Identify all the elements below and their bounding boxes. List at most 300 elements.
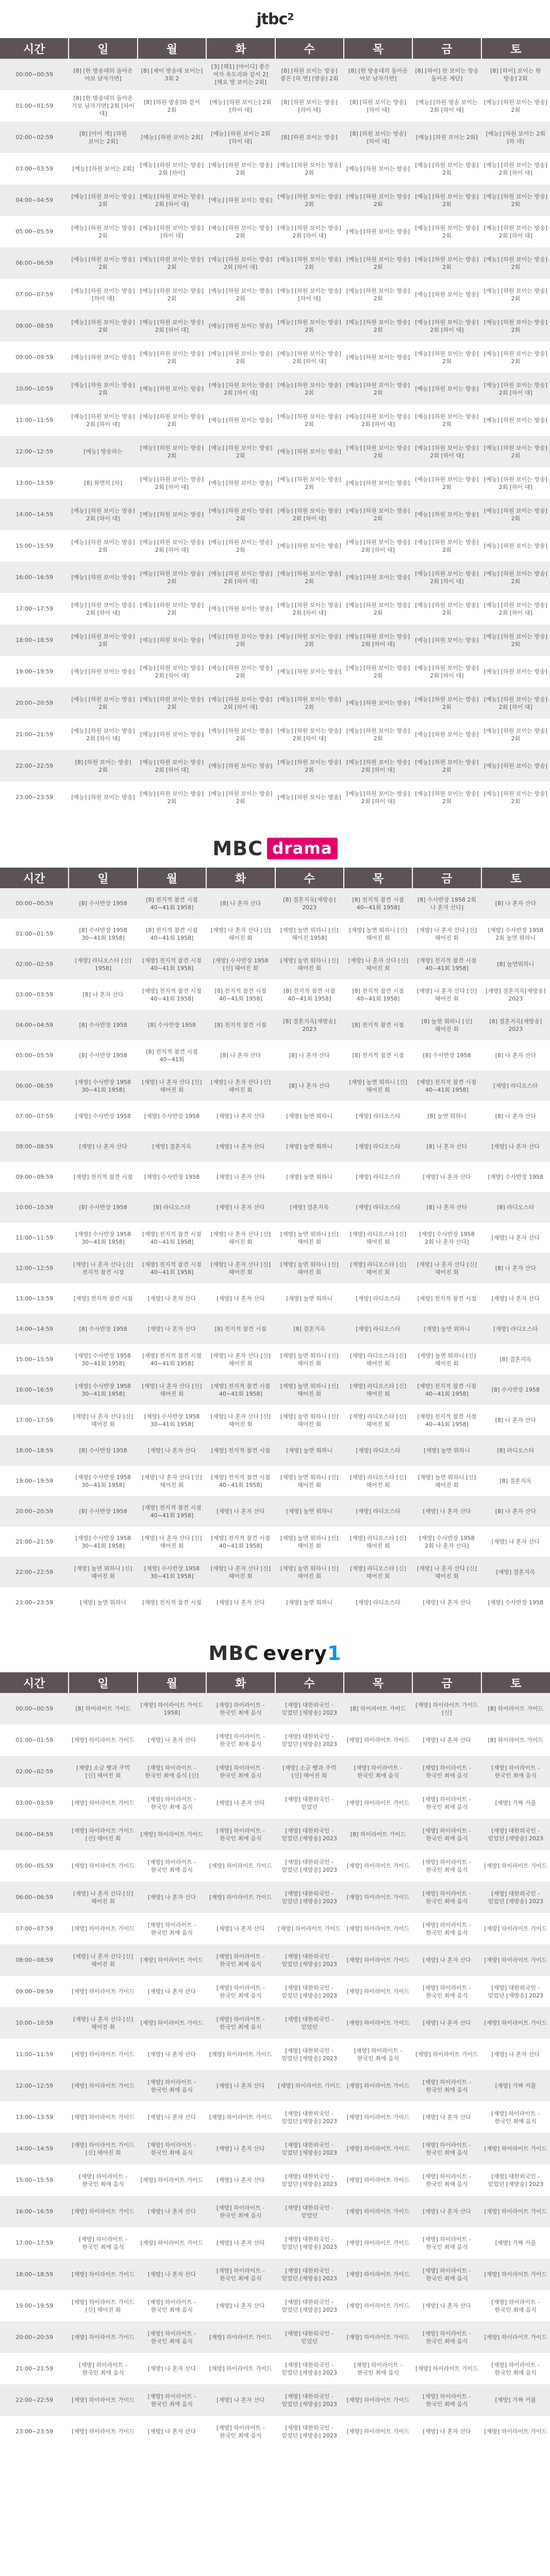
program-cell: [재방] 대한외국인 - 믿었던 [재방송] 2023: [275, 2039, 344, 2070]
program-cell: [재방] 수사반장 1958 30~41회 1958]: [69, 1375, 137, 1405]
program-cell: [재방] 하이라이트 - 한국인 최애 음식: [412, 1756, 481, 1787]
program-cell: [재방] 라디오스타: [344, 1314, 412, 1344]
program-cell: [예능] 방송하는: [69, 436, 137, 467]
program-cell: [재방] 소금 빵과 주먹 [신] 헤어진 회: [275, 1756, 344, 1787]
program-cell: [재방] 놀면 뭐하니 [신] 헤어진 회: [275, 1557, 344, 1587]
time-slot-cell: 01:00~01:59: [0, 919, 69, 949]
program-cell: [재방] 나 혼자 산다: [138, 2039, 206, 2070]
program-cell: [재방] 하이라이트 - 한국인 최애 음식: [206, 2259, 275, 2290]
program-cell: [재방] 하이라이트 가이드: [69, 2321, 137, 2353]
time-slot-cell: 03:00~03:59: [0, 979, 69, 1010]
program-cell: [예능] [하원 보이는 2회]: [69, 153, 137, 184]
program-cell: [재방] 라디오스타 [신] 헤어진 회: [344, 1527, 412, 1557]
program-cell: [재방] 하이라이트 - 한국인 최애 음식: [412, 2164, 481, 2196]
program-cell: [예능] [하원 보이는 방송]: [206, 184, 275, 216]
program-cell: [재방] 나 혼자 산다: [138, 2102, 206, 2133]
schedule-row: [0, 2102, 550, 2133]
program-cell: [8] 나 혼자 산다: [412, 1131, 481, 1162]
program-cell: [예능] [하원 보이는 방송] 2회 [하이 대]: [344, 404, 412, 436]
schedule-row: [0, 2164, 550, 2196]
program-cell: [예능] [하원 보이는 방송] 2회: [275, 467, 344, 499]
program-cell: [예능] [하원 보이는 방송]: [206, 404, 275, 436]
program-cell: [재방] 나 혼자 산다: [412, 1724, 481, 1756]
program-cell: [재방] 하이라이트 가이드: [481, 2133, 550, 2164]
program-cell: [예능] [하원 보이는 방송]: [206, 467, 275, 499]
col-header-time: 시간: [0, 1672, 69, 1693]
program-cell: [재방] 전지적 참견 시점: [69, 1162, 137, 1192]
schedule-row: [0, 1976, 550, 2007]
schedule-row: [0, 1040, 550, 1071]
schedule-row: [0, 1283, 550, 1314]
col-header-thu: 목: [344, 868, 412, 888]
program-cell: [예능] [하원 보이는 방송] 2회 [하이 대]: [275, 593, 344, 624]
program-cell: [예능] [하원 보이는 방송]: [344, 216, 412, 247]
program-cell: [예능] [하원 보이는 방송]: [481, 404, 550, 436]
time-slot-cell: 14:00~14:59: [0, 499, 69, 530]
schedule-row: [0, 687, 550, 719]
program-cell: [재방] 대한외국인 - 믿었던 [재방송] 2023: [275, 2102, 344, 2133]
program-cell: [재방] 하이라이트 가이드: [206, 2102, 275, 2133]
program-cell: [재방] 하이라이트 가이드: [344, 2384, 412, 2416]
program-cell: [재방] 수사반장 1958 2회 나 혼자 산다]: [412, 1527, 481, 1557]
program-cell: [재방] 하이라이트 - 한국인 최애 음식: [344, 2039, 412, 2070]
time-slot-cell: 13:00~13:59: [0, 1283, 69, 1314]
program-cell: [재방] 대한외국인 - 믿었던 [재방송] 2023: [481, 1882, 550, 1913]
program-cell: [재방] 대한외국인 - 믿었던: [275, 1787, 344, 1819]
program-cell: [예능] [하원 보이는 방송] 2회 [하이 대]: [138, 310, 206, 342]
schedule-row: [0, 1131, 550, 1162]
program-cell: [8] 전지적 참견 시점: [206, 1314, 275, 1344]
program-cell: [재방] 하이라이트 - 한국인 최애 음식: [344, 2353, 412, 2384]
program-cell: [예능] [하원 보이는 방송] 2회: [344, 656, 412, 687]
program-cell: [8] 놀면뭐하니: [481, 949, 550, 979]
program-cell: [3] [해1] [마이디] 좋은 여자 속도리와 같서 2] [해요 방 보이는 2회]: [206, 59, 275, 90]
program-cell: [8] 전지적 참견 시점 40~41회 1958]: [344, 979, 412, 1010]
program-cell: [8] 나 혼자 산다: [275, 1040, 344, 1071]
program-cell: [재방] 라디오스타 [신] 헤어진 회: [344, 1405, 412, 1435]
program-cell: [8] 전지적 참견 시점 40~41회 1958]: [275, 979, 344, 1010]
program-cell: [예능] [하원 보이는 방송]: [275, 656, 344, 687]
program-cell: [예능] [하원 보이는 방송] 2회: [206, 436, 275, 467]
program-cell: [예능] [하원 보이는 2회]: [138, 122, 206, 153]
time-slot-cell: 18:00~18:59: [0, 1435, 69, 1466]
program-cell: [예능] [하원 보이는 방송] 2회: [412, 184, 481, 216]
channel-logo-jtbc2: [0, 0, 550, 38]
schedule-row: [0, 530, 550, 562]
program-cell: [예능] [하원 보이는 방송]: [344, 342, 412, 373]
program-cell: [예능] [하원 보이는 방송] 2회: [206, 216, 275, 247]
program-cell: [재방] 나 혼자 산다: [412, 1162, 481, 1192]
program-cell: [예능] [하원 보이는 방송]: [412, 624, 481, 656]
program-cell: [재방] 나 혼자 산다 [신] 헤어진 회: [69, 2007, 137, 2039]
program-cell: [8] 전지적 참견 시점 40~41회 1958]: [138, 888, 206, 919]
program-cell: [재방] 하이라이트 가이드: [206, 2353, 275, 2384]
program-cell: [예능] [하원 보이는 방송] 2회: [412, 247, 481, 279]
time-slot-cell: 19:00~19:59: [0, 656, 69, 687]
program-cell: [재방] 전지적 참견 시점 40~41회 1958]: [138, 949, 206, 979]
program-cell: [재방] 하이라이트 가이드 [신] 헤어진 회: [69, 2133, 137, 2164]
program-cell: [재방] 전지적 참견 시점 40~41회 1958]: [206, 1527, 275, 1557]
program-cell: [예능] [하원 보이는 방송]: [206, 310, 275, 342]
program-cell: [재방] 하이라이트 가이드: [344, 2227, 412, 2259]
program-cell: [재방] 대한외국인 - 믿었던 [재방송] 2023: [275, 1850, 344, 1882]
program-cell: [재방] 놀면 뭐하니: [275, 1162, 344, 1192]
program-cell: [예능] [하원 보이는 방송]: [138, 499, 206, 530]
program-cell: [재방] 하이라이트 가이드: [69, 2070, 137, 2102]
col-header-sat: 토: [481, 38, 550, 59]
header-row: [0, 38, 550, 59]
program-cell: [재방] 나 혼자 산다: [412, 2196, 481, 2227]
program-cell: [재방] 나 혼자 산다: [138, 1976, 206, 2007]
program-cell: [예능] [하원 보이는 방송] 2회 [하이 대]: [69, 719, 137, 750]
program-cell: [재방] 대한외국인 - 믿었던 [재방송] 2023: [275, 2290, 344, 2321]
program-cell: [재방] 놀면 뭐하니: [275, 1435, 344, 1466]
program-cell: [재방] 하이라이트 가이드: [481, 2321, 550, 2353]
program-cell: [재방] 하이라이트 가이드: [344, 2164, 412, 2196]
program-cell: [재방] 놀면 뭐하니 [신] 헤어진 회: [275, 949, 344, 979]
program-cell: [예능] [하원 보이는 방송] 2회: [206, 499, 275, 530]
schedule-row: [0, 1787, 550, 1819]
program-cell: [재방] 대한외국인 - 믿었던: [275, 2321, 344, 2353]
channel-section-jtbc2: [0, 0, 550, 813]
program-cell: [예능] [하원 보이는 방송] 2회: [481, 342, 550, 373]
time-slot-cell: 05:00~05:59: [0, 216, 69, 247]
program-cell: [예능] [하원 보이는 방송]: [69, 656, 137, 687]
program-cell: [8] [하원 보이는 방송]: [275, 122, 344, 153]
program-cell: [재방] 하이라이트 가이드: [481, 2416, 550, 2447]
time-slot-cell: 11:00~11:59: [0, 1223, 69, 1253]
col-header-sat: 토: [481, 1672, 550, 1693]
program-cell: [재방] 대한외국인 - 믿었던 [재방송] 2023: [275, 1976, 344, 2007]
program-cell: [재방] 대한외국인 - 믿었던 [재방송] 2023: [275, 1724, 344, 1756]
program-cell: [8] 수사반장 1958: [69, 1496, 137, 1527]
time-slot-cell: 12:00~12:59: [0, 1253, 69, 1283]
program-cell: [재방] 나 혼자 산다: [481, 1131, 550, 1162]
time-slot-cell: 22:00~22:59: [0, 2384, 69, 2416]
time-slot-cell: 01:00~01:59: [0, 1724, 69, 1756]
program-cell: [재방] 수사반장 1958 30~41회 1958]: [69, 1344, 137, 1375]
program-cell: [예능] [하원 보이는 방송] 2회: [481, 719, 550, 750]
program-cell: [재방] 나 혼자 산다: [412, 1587, 481, 1618]
program-cell: [재방] 하이라이트 가이드: [69, 2102, 137, 2133]
program-cell: [예능] [하원 보이는 방송]: [206, 750, 275, 782]
program-cell: [재방] 하이라이트 가이드: [344, 1850, 412, 1882]
time-slot-cell: 08:00~08:59: [0, 1944, 69, 1976]
program-cell: [8] 나 혼자 산다: [69, 979, 137, 1010]
program-cell: [8] 전지적 참견 시점 40~41회: [138, 1040, 206, 1071]
time-slot-cell: 00:00~00:59: [0, 888, 69, 919]
program-cell: [재방] 나 혼자 산다: [138, 1314, 206, 1344]
schedule-row: [0, 2321, 550, 2353]
schedule-row: [0, 2133, 550, 2164]
time-slot-cell: 17:00~17:59: [0, 593, 69, 624]
program-cell: [8] 결혼지옥[재방송] 2023: [275, 1010, 344, 1040]
program-cell: [재방] 대한외국인 - 믿었던 [재방송] 2023: [275, 1693, 344, 1724]
time-slot-cell: 06:00~06:59: [0, 247, 69, 279]
program-cell: [재방] 대한외국인 - 믿었던: [275, 2007, 344, 2039]
program-cell: [예능] [하원 보이는 방송] 2회 [하이 대]: [481, 216, 550, 247]
program-cell: [재방] 하이라이트 - 한국인 최애 음식: [138, 1787, 206, 1819]
schedule-row: [0, 1724, 550, 1756]
program-cell: [8] 수사반장 1958: [69, 1040, 137, 1071]
program-cell: [8] 수사반장 1958: [69, 888, 137, 919]
schedule-row: [0, 1819, 550, 1850]
program-cell: [재방] 대한외국인 - 믿었던 [재방송] 2023: [275, 2384, 344, 2416]
program-cell: [재방] 나 혼자 산다 [신] 헤어진 회: [206, 1557, 275, 1587]
program-cell: [예능] [하원 보이는 방송] 2회: [481, 782, 550, 813]
schedule-row: [0, 1496, 550, 1527]
time-slot-cell: 04:00~04:59: [0, 1819, 69, 1850]
program-cell: [8] 나 혼자 산다: [481, 1101, 550, 1131]
program-cell: [재방] 라디오스타: [344, 1101, 412, 1131]
program-cell: [재방] 나 혼자 산다 [신] 헤어진 회: [138, 1071, 206, 1101]
program-cell: [예능] [하원 보이는 방송] 2회: [138, 593, 206, 624]
schedule-row: [0, 499, 550, 530]
program-cell: [8] 화면의 [하]: [69, 467, 137, 499]
program-cell: [재방] 하이라이트 가이드: [481, 1944, 550, 1976]
program-cell: [재방] 하이라이트 - 한국인 최애 음식: [69, 2227, 137, 2259]
program-cell: [예능] [하원 보이는 방송] 2회: [138, 562, 206, 593]
program-cell: [재방] 놀면 뭐하니: [275, 1101, 344, 1131]
program-cell: [재방] 나 혼자 산다: [206, 1192, 275, 1223]
program-cell: [예능] [하원 보이는 방송] 2회: [412, 404, 481, 436]
schedule-row: [0, 2227, 550, 2259]
program-cell: [예능] [하원 보이는 방송] 2회: [69, 624, 137, 656]
program-cell: [재방] 라디오스타: [344, 1283, 412, 1314]
program-cell: [재방] 놀면 뭐하니 [신] 헤어진 회: [412, 1466, 481, 1496]
col-header-fri: 금: [412, 868, 481, 888]
schedule-row: [0, 888, 550, 919]
program-cell: [재방] 대한외국인 - 믿었던 [재방송] 2023: [275, 2259, 344, 2290]
program-cell: [재방] 나 혼자 산다: [138, 2353, 206, 2384]
col-header-tue: 화: [206, 868, 275, 888]
schedule-row: [0, 467, 550, 499]
program-cell: [예능] [하원 보이는 방송] 2회 [하이]: [138, 153, 206, 184]
program-cell: [재방] 전지적 참견 시점 40~41회 1958]: [206, 1466, 275, 1496]
time-slot-cell: 13:00~13:59: [0, 467, 69, 499]
program-cell: [예능] [하원 보이는 방송]: [344, 153, 412, 184]
program-cell: [재방] 하이라이트 - 한국인 최애 음식: [412, 1787, 481, 1819]
schedule-row: [0, 1693, 550, 1724]
schedule-row: [0, 2259, 550, 2290]
time-slot-cell: 08:00~08:59: [0, 1131, 69, 1162]
program-cell: [재방] 놀면 뭐하니 [신] 헤어진 회: [275, 1466, 344, 1496]
schedule-row: [0, 949, 550, 979]
program-cell: [예능] [하원 보이는 방송] 2회: [275, 310, 344, 342]
program-cell: [예능] [하원 보이는 방송] 2회 [하이 대]: [344, 530, 412, 562]
program-cell: [재방] 전지적 참견 시점: [138, 1587, 206, 1618]
program-cell: [재방] 하이라이트 가이드: [138, 2007, 206, 2039]
program-cell: [재방] 수사반장 1958: [138, 1101, 206, 1131]
program-cell: [예능] [하원 보이는 방송]: [344, 467, 412, 499]
program-cell: [재방] 나 혼자 산다: [412, 2290, 481, 2321]
program-cell: [재방] 하이라이트 - 한국인 최애 음식: [69, 2164, 137, 2196]
time-slot-cell: 16:00~16:59: [0, 562, 69, 593]
program-cell: [재방] 나 혼자 산다 [신] 헤어진 회: [412, 919, 481, 949]
program-cell: [예능] [하원 보이는 방송] 2회 [하이 대]: [275, 719, 344, 750]
program-cell: [예능] [하원 보이는 방송] 2회: [138, 404, 206, 436]
program-cell: [재방] 하이라이트 - 한국인 최애 음식: [412, 1850, 481, 1882]
time-slot-cell: 17:00~17:59: [0, 2227, 69, 2259]
program-cell: [예능] [하원 보이는 방송] 2회: [69, 687, 137, 719]
program-cell: [예능] [하원 보이는 방송]: [481, 656, 550, 687]
program-cell: [예능] [하원 보이는 방송] 2회 [하이 대]: [275, 216, 344, 247]
schedule-row: [0, 216, 550, 247]
time-slot-cell: 10:00~10:59: [0, 1192, 69, 1223]
program-cell: [재방] 하이라이트 가이드: [344, 2133, 412, 2164]
program-cell: [재방] 라디오스타: [481, 1314, 550, 1344]
program-cell: [8] 하이라이트 가이드: [344, 1819, 412, 1850]
program-cell: [예능] [하원 보이는 방송] 2회 [하이 대]: [412, 436, 481, 467]
program-cell: [재방] 하이라이트 가이드: [344, 2070, 412, 2102]
program-cell: [예능] [하원 보이는 방송] 2회: [481, 279, 550, 310]
program-cell: [재방] 하이라이트 가이드 [신] 헤어진 회: [69, 2290, 137, 2321]
program-cell: [재방] 가짜 커플: [481, 2070, 550, 2102]
program-cell: [예능] [하원 보이는 방송] 2회 [하이 대]: [138, 750, 206, 782]
program-cell: [재방] 결혼지옥: [138, 1131, 206, 1162]
program-cell: [재방] 나 혼자 산다 [신] 헤어진 회: [138, 1527, 206, 1557]
program-cell: [예능] [하원 보이는 방송] 2회: [344, 499, 412, 530]
program-cell: [재방] 하이라이트 - 한국인 최애 음식: [206, 1693, 275, 1724]
program-cell: [8] 수사반장 1958: [412, 1040, 481, 1071]
program-cell: [예능] [하원 보이는 방송]: [481, 750, 550, 782]
program-cell: [재방] 전지적 참견 시점: [206, 1435, 275, 1466]
program-cell: [재방] 하이라이트 가이드: [206, 2039, 275, 2070]
program-cell: [재방] 하이라이트 가이드: [412, 2039, 481, 2070]
program-cell: [8] 라디오스타: [481, 1192, 550, 1223]
program-cell: [재방] 수사반장 1958 30~41회 1958]: [138, 1557, 206, 1587]
program-cell: [재방] 하이라이트 - 한국인 최애 음식: [206, 1756, 275, 1787]
program-cell: [재방] 나 혼자 산다: [412, 2416, 481, 2447]
program-cell: [재방] 하이라이트 - 한국인 최애 음식: [138, 1913, 206, 1944]
program-cell: [예능] [하원 보이는 방송] 2회: [138, 687, 206, 719]
program-cell: [재방] 하이라이트 - 한국인 최애 음식: [412, 2227, 481, 2259]
time-slot-cell: 14:00~14:59: [0, 2133, 69, 2164]
program-cell: [8] 전지적 참견 시점: [206, 1010, 275, 1040]
program-cell: [예능] [하원 보이는 방송] 2회 [하이 대]: [412, 310, 481, 342]
time-slot-cell: 23:00~23:59: [0, 2416, 69, 2447]
program-cell: [재방] 나 혼자 산다 [신] 헤어진 회: [69, 1944, 137, 1976]
program-cell: [재방] 놀면 뭐하니 [신] 헤어진 회: [275, 1405, 344, 1435]
program-cell: [예능] [하원 보이는 방송]: [275, 782, 344, 813]
schedule-row: [0, 1756, 550, 1787]
program-cell: [재방] 하이라이트 가이드: [138, 1944, 206, 1976]
schedule-row: [0, 2353, 550, 2384]
program-cell: [예능] [하원 보이는 방송]: [138, 719, 206, 750]
time-slot-cell: 21:00~21:59: [0, 2353, 69, 2384]
program-cell: [재방] 놀면 뭐하니: [69, 1587, 137, 1618]
program-cell: [재방] 라디오스타 [신] 헤어진 회: [344, 1375, 412, 1405]
time-slot-cell: 06:00~06:59: [0, 1882, 69, 1913]
program-cell: [예능] [하원 보이는 방송] 2회: [412, 153, 481, 184]
time-slot-cell: 04:00~04:59: [0, 1010, 69, 1040]
program-cell: [재방] 수사반장 1958: [481, 1162, 550, 1192]
program-cell: [8] 나 혼자 산다: [481, 1040, 550, 1071]
program-cell: [재방] 라디오스타 [신] 헤어진 회: [344, 1253, 412, 1283]
program-cell: [8] 라디오스타: [481, 1435, 550, 1466]
program-cell: [8] [하원 보이는 방송] 좋은 [하 면] [방송] 2회: [275, 59, 344, 90]
program-cell: [예능] [하원 보이는 방송] 2회: [344, 373, 412, 404]
time-slot-cell: 15:00~15:59: [0, 2164, 69, 2196]
program-cell: [재방] 대한외국인 - 믿었던 [재방송] 2023: [275, 2353, 344, 2384]
time-slot-cell: 02:00~02:59: [0, 122, 69, 153]
program-cell: [8] 전지적 참견 시점 40~41회 1958]: [206, 979, 275, 1010]
program-cell: [예능] [하원 보이는 방송] 2회 [하이 대]: [138, 467, 206, 499]
program-cell: [재방] 하이라이트 가이드: [275, 2070, 344, 2102]
time-slot-cell: 04:00~04:59: [0, 184, 69, 216]
schedule-row: [0, 1435, 550, 1466]
schedule-row: [0, 1344, 550, 1375]
program-cell: [예능] [하원 보이는 방송] 2회 [하이 대]: [481, 593, 550, 624]
schedule-row: [0, 979, 550, 1010]
program-cell: [예능] [하원 보이는 방송] 2회: [69, 373, 137, 404]
schedule-row: [0, 436, 550, 467]
program-cell: [재방] 나 혼자 산다: [138, 2196, 206, 2227]
schedule-row: [0, 1882, 550, 1913]
jtbc-logo-text: jtbc$^2$: [256, 10, 294, 28]
program-cell: [8] 나 혼자 산다: [275, 1071, 344, 1101]
program-cell: [재방] 하이라이트 가이드: [69, 2259, 137, 2290]
program-cell: [재방] 하이라이트 가이드: [206, 1882, 275, 1913]
program-cell: [예능] [하원 보이는 방송]: [412, 373, 481, 404]
program-cell: [재방] 하이라이트 가이드: [69, 2039, 137, 2070]
header-row: [0, 868, 550, 888]
program-cell: [재방] 나 혼자 산다: [412, 1496, 481, 1527]
channel-section-mbc-drama: [0, 829, 550, 1618]
program-cell: [재방] 나 혼자 산다 [신] 헤어진 회: [206, 1071, 275, 1101]
program-cell: [예능] [하원 보이는 방송] 2회: [344, 310, 412, 342]
program-cell: [재방] 수사반장 1958: [481, 1587, 550, 1618]
program-cell: [재방] 하이라이트 - 한국인 최애 음식: [138, 2290, 206, 2321]
program-cell: [예능] [하원 보이는 방송] 2회: [206, 719, 275, 750]
col-header-wed: 수: [275, 868, 344, 888]
program-cell: [재방] 하이라이트 - 한국인 최애 음식: [206, 1976, 275, 2007]
program-cell: [예능] [하원 보이는 방송] 2회: [344, 593, 412, 624]
time-slot-cell: 09:00~09:59: [0, 342, 69, 373]
program-cell: [예능] [하원 보이는 방송] 2회: [69, 247, 137, 279]
time-slot-cell: 11:00~11:59: [0, 2039, 69, 2070]
program-cell: [재방] 나 혼자 산다: [138, 1724, 206, 1756]
program-cell: [예능] [하원 보이는 방송] 2회 [하이 대]: [481, 467, 550, 499]
channel-logo-mbc-drama: [0, 829, 550, 868]
col-header-sun: 일: [69, 38, 137, 59]
program-cell: [재방] 놀면 뭐하니 [신] 헤어진 회: [275, 1344, 344, 1375]
schedule-row: [0, 1913, 550, 1944]
program-cell: [예능] [하원 보이는 방송] 2회 [하이 대]: [344, 750, 412, 782]
schedule-row: [0, 373, 550, 404]
program-cell: [예능] [하원 보이는 방송]: [412, 279, 481, 310]
program-cell: [예능] [하원 보이는 방송] 2회: [275, 687, 344, 719]
schedule-row: [0, 1944, 550, 1976]
program-cell: [재방] 라디오스타 [신] 1958]: [69, 949, 137, 979]
program-cell: [재방] 하이라이트 가이드: [344, 2259, 412, 2290]
program-cell: [재방] 나 혼자 산다: [206, 2227, 275, 2259]
program-cell: [예능] [하원 보이는 방송] 2회 [하이 대]: [69, 499, 137, 530]
program-cell: [예능] [하원 보이는 방송]: [412, 719, 481, 750]
program-cell: [8] [한 방송대의 돌아온 아보 남자가면]: [344, 59, 412, 90]
schedule-row: [0, 279, 550, 310]
program-cell: [재방] 결혼지옥: [481, 1557, 550, 1587]
program-cell: [재방] 전지적 참견 시점 40~41회 1958]: [412, 1071, 481, 1101]
program-cell: [재방] 하이라이트 가이드: [344, 1882, 412, 1913]
mbc-every1-logo-text: MBC every 1: [208, 1642, 342, 1665]
time-slot-cell: 22:00~22:59: [0, 1557, 69, 1587]
program-cell: [예능] [하원 보이는 방송] 2회: [206, 153, 275, 184]
program-cell: [예능] [하원 보이는 방송] 2회 [하이 대]: [344, 782, 412, 813]
program-cell: [재방] 대한외국인 - 믿었던 [재방송] 2023: [481, 2164, 550, 2196]
program-cell: [8] [하원 보이는 방송] [하이 대]: [344, 90, 412, 122]
program-cell: [재방] 라디오스타 [신] 헤어진 회: [344, 1223, 412, 1253]
